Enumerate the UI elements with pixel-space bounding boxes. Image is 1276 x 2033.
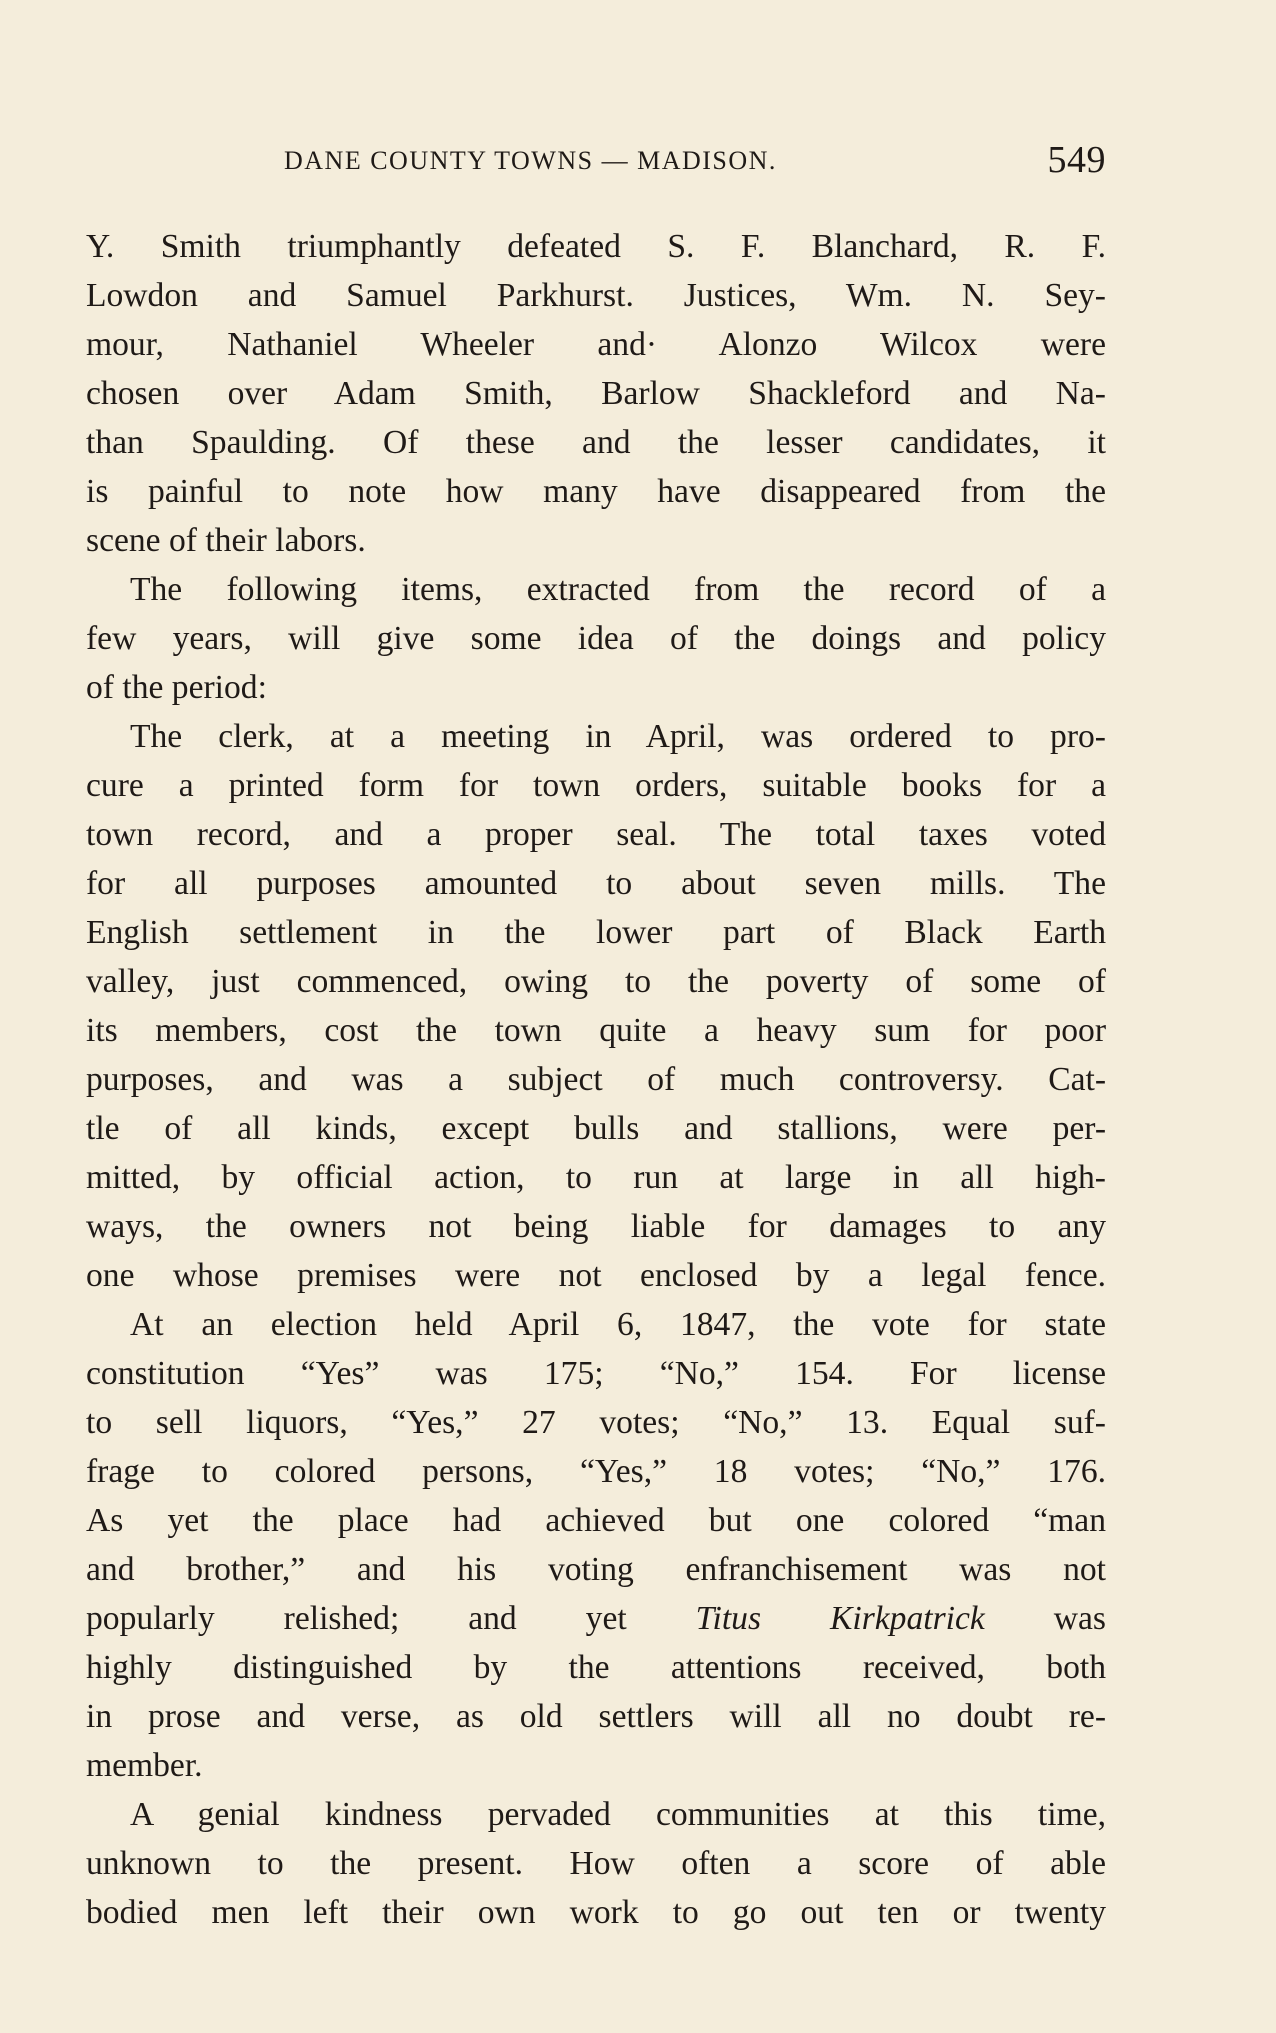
text-line: mour, Nathaniel Wheeler and· Alonzo Wilcox were bbox=[86, 326, 1106, 363]
paragraph-first-line: At an election held April 6, 1847, the vote for state bbox=[130, 1306, 1106, 1343]
text-line: Lowdon and Samuel Parkhurst. Justices, Wm. N. Sey- bbox=[86, 277, 1106, 314]
text-line: and brother,” and his voting enfranchisement was not bbox=[86, 1551, 1106, 1588]
text-line: town record, and a proper seal. The total taxes voted bbox=[86, 816, 1106, 853]
text-line: cure a printed form for town orders, suitable books for a bbox=[86, 767, 1106, 804]
running-head: DANE COUNTY TOWNS — MADISON. bbox=[284, 146, 777, 175]
text-line: one whose premises were not enclosed by a legal fence. bbox=[86, 1257, 1106, 1294]
text-line: frage to colored persons, “Yes,” 18 votes; “No,” 176. bbox=[86, 1453, 1106, 1490]
text-line: in prose and verse, as old settlers will all no doubt re- bbox=[86, 1698, 1106, 1735]
text-line: unknown to the present. How often a score of able bbox=[86, 1845, 1106, 1882]
text-line: chosen over Adam Smith, Barlow Shackleford and Na- bbox=[86, 375, 1106, 412]
text-line: is painful to note how many have disappeared from the bbox=[86, 473, 1106, 510]
text-segment: was bbox=[1053, 1600, 1106, 1637]
text-line: English settlement in the lower part of Black Earth bbox=[86, 914, 1106, 951]
text-line: scene of their labors. bbox=[86, 522, 366, 559]
text-segment: popularly relished; and yet bbox=[86, 1600, 627, 1637]
text-line: Y. Smith triumphantly defeated S. F. Blanchard, R. F. bbox=[86, 228, 1106, 265]
text-line: highly distinguished by the attentions received, both bbox=[86, 1649, 1106, 1686]
text-line: purposes, and was a subject of much controversy. Cat- bbox=[86, 1061, 1106, 1098]
text-line: member. bbox=[86, 1747, 203, 1784]
text-line: its members, cost the town quite a heavy sum for poor bbox=[86, 1012, 1106, 1049]
text-line: than Spaulding. Of these and the lesser candidates, it bbox=[86, 424, 1106, 461]
text-line: of the period: bbox=[86, 669, 267, 706]
paragraph-first-line: A genial kindness pervaded communities at this time, bbox=[130, 1796, 1106, 1833]
body-text bbox=[86, 222, 1106, 1937]
italic-name: Titus Kirkpatrick bbox=[695, 1600, 985, 1637]
text-line-with-italic-name bbox=[86, 1594, 1106, 1643]
text-line: constitution “Yes” was 175; “No,” 154. For license bbox=[86, 1355, 1106, 1392]
text-line: for all purposes amounted to about seven mills. The bbox=[86, 865, 1106, 902]
text-line: ways, the owners not being liable for damages to any bbox=[86, 1208, 1106, 1245]
text-line: few years, will give some idea of the doings and policy bbox=[86, 620, 1106, 657]
text-line: valley, just commenced, owing to the poverty of some of bbox=[86, 963, 1106, 1000]
paragraph-first-line: The following items, extracted from the record of a bbox=[130, 571, 1106, 608]
text-line: As yet the place had achieved but one colored “man bbox=[86, 1502, 1106, 1539]
page-number: 549 bbox=[1047, 139, 1106, 181]
text-line: bodied men left their own work to go out ten or twenty bbox=[86, 1894, 1106, 1931]
page-header bbox=[86, 138, 1106, 188]
paragraph-first-line: The clerk, at a meeting in April, was ordered to pro- bbox=[130, 718, 1106, 755]
text-line: tle of all kinds, except bulls and stallions, were per- bbox=[86, 1110, 1106, 1147]
text-line: to sell liquors, “Yes,” 27 votes; “No,” 13. Equal suf- bbox=[86, 1404, 1106, 1441]
text-line: mitted, by official action, to run at large in all high- bbox=[86, 1159, 1106, 1196]
